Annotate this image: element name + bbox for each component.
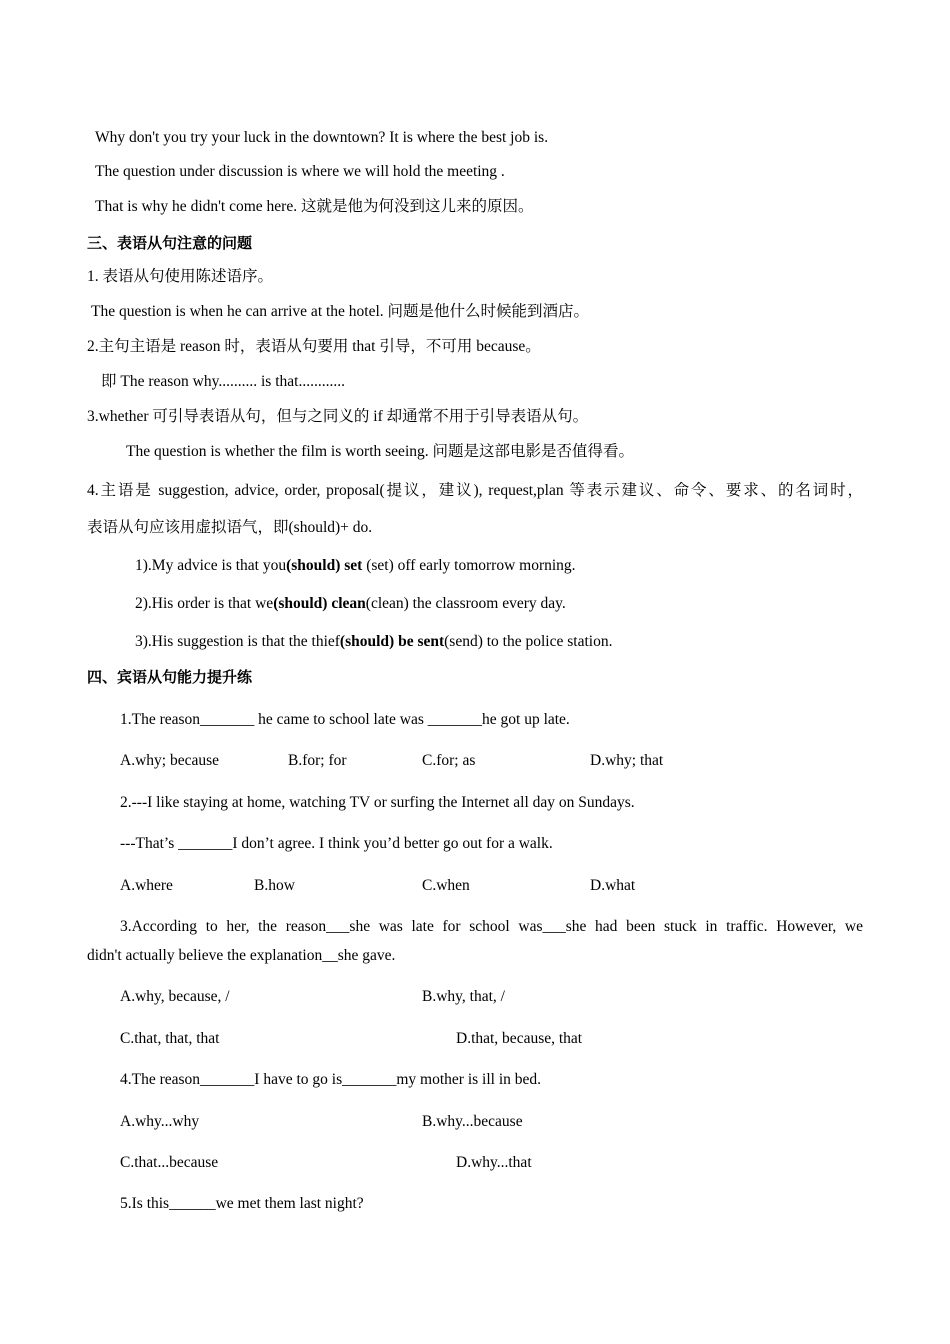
rule-4-line-2: 表语从句应该用虚拟语气，即(should)+ do. (87, 519, 373, 536)
example-3-answer: (should) be sent (339, 633, 445, 650)
question-2-option-d: D.what (590, 877, 636, 894)
example-3 (135, 632, 612, 652)
question-1-stem: 1.The reason_______ he came to school late was _______he got up late. (120, 711, 570, 728)
question-2-option-a: A.where (120, 877, 173, 894)
intro-line-3: That is why he didn't come here. 这就是他为何没到这儿来的原因。 (95, 198, 534, 215)
intro-line-1: Why don't you try your luck in the downtown? It is where the best job is. (95, 129, 549, 146)
section-3-heading: 三、表语从句注意的问题 (87, 234, 253, 252)
question-2-option-b: B.how (254, 877, 295, 894)
question-1-option-b: B.for; for (288, 752, 347, 769)
rule-2: 2.主句主语是 reason 时，表语从句要用 that 引导，不可用 because。 (87, 338, 541, 355)
intro-line-2: The question under discussion is where we will hold the meeting . (95, 163, 505, 180)
question-3-option-d: D.that, because, that (456, 1030, 583, 1047)
example-2 (135, 594, 566, 614)
example-3-pre: 3).His suggestion is that the thief (135, 633, 340, 650)
rule-1-example: The question is when he can arrive at the hotel. 问题是他什么时候能到酒店。 (91, 303, 590, 320)
question-5-stem: 5.Is this______we met them last night? (120, 1195, 364, 1212)
rule-3: 3.whether 可引导表语从句，但与之同义的 if 却通常不用于引导表语从句。 (87, 408, 589, 425)
question-2-stem-reply: ---That’s _______I don’t agree. I think you’d better go out for a walk. (120, 835, 553, 852)
question-3-option-a: A.why, because, / (120, 988, 230, 1005)
question-3-stem-line-2: didn't actually believe the explanation__she gave. (87, 947, 396, 964)
question-4-option-b: B.why...because (422, 1113, 523, 1130)
question-2-stem: 2.---I like staying at home, watching TV or surfing the Internet all day on Sundays. (120, 794, 635, 811)
example-1-pre: 1).My advice is that you (135, 557, 287, 574)
question-1-option-d: D.why; that (590, 752, 664, 769)
question-3-option-c: C.that, that, that (120, 1030, 220, 1047)
example-2-post: (clean) the classroom every day. (365, 595, 566, 612)
question-4-option-d: D.why...that (456, 1154, 532, 1171)
rule-2-example: 即 The reason why.......... is that............ (101, 373, 345, 390)
example-2-pre: 2).His order is that we (135, 595, 274, 612)
question-3-option-b: B.why, that, / (422, 988, 505, 1005)
example-3-post: (send) to the police station. (444, 633, 613, 650)
question-4-option-c: C.that...because (120, 1154, 219, 1171)
rule-4-line-1: 4.主语是 suggestion, advice, order, proposal(提议，建议), request,plan 等表示建议、命令、要求、的名词时， (87, 482, 863, 499)
example-2-answer: (should) clean (273, 595, 366, 612)
example-1-post: (set) off early tomorrow morning. (362, 557, 576, 574)
rule-3-example: The question is whether the film is worth seeing. 问题是这部电影是否值得看。 (126, 443, 634, 460)
example-1-answer: (should) set (286, 557, 363, 574)
question-4-stem: 4.The reason_______I have to go is_______my mother is ill in bed. (120, 1071, 542, 1088)
rule-1: 1. 表语从句使用陈述语序。 (87, 268, 274, 285)
question-3-stem-line-1: 3.According to her, the reason___she was late for school was___she had been stuck in traffic. However, we (120, 918, 863, 935)
example-1 (135, 556, 576, 576)
question-4-option-a: A.why...why (120, 1113, 200, 1130)
section-4-heading: 四、宾语从句能力提升练 (87, 668, 253, 686)
question-1-option-c: C.for; as (422, 752, 476, 769)
question-1-option-a: A.why; because (120, 752, 219, 769)
question-2-option-c: C.when (422, 877, 470, 894)
